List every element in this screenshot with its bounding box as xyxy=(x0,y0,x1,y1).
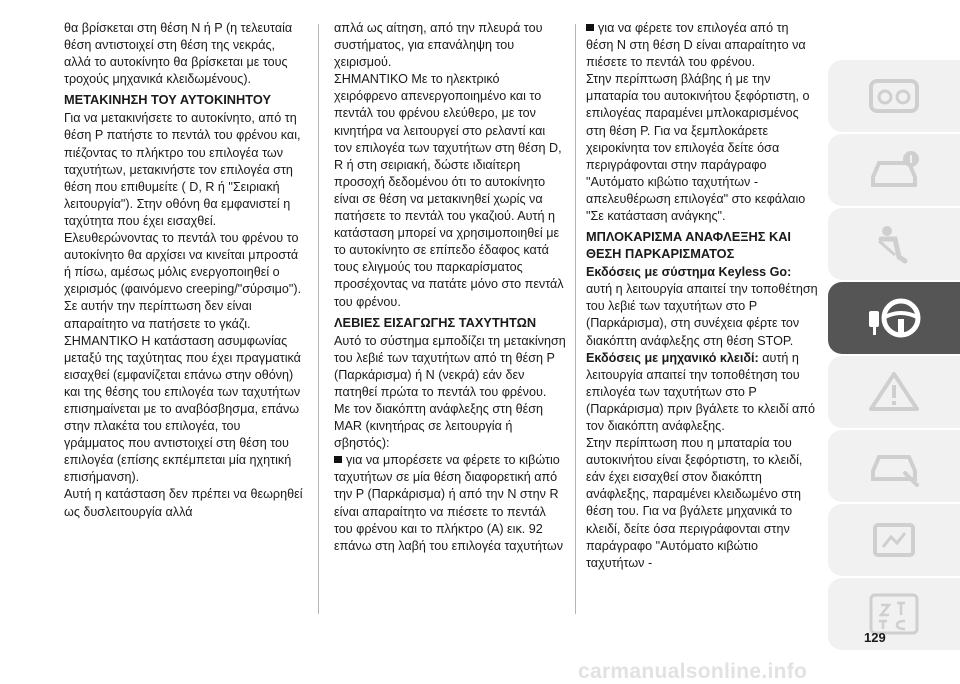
paragraph: θα βρίσκεται στη θέση N ή P (η τελευταία θέση αντιστοιχεί στη θέση της νεκράς, αλλά το αυτοκίνητο θα βρίσκεται με τους τροχούς μηχανικά κλειδωμένους). xyxy=(64,21,293,87)
page-number: 129 xyxy=(864,630,886,645)
column-divider xyxy=(575,24,576,614)
paragraph: ΣΗΜΑΝΤΙΚΟ Η κατάσταση ασυμφωνίας μεταξύ της ταχύτητας που έχει πραγματικά εισαχθεί (εμφανίζεται επάνω στην οθόνη) και της θέσης του επιλογέα των ταχυτήτων επισημαίνεται με το αναβόσβησμα, επάνω στην πλακέτα του επιλογέα, του γράμματος που αντιστοιχεί στη θέση του επιλογέα (επίσης εκπέμπεται μία ηχητική επισήμανση). xyxy=(64,333,301,485)
paragraph: Αυτή η κατάσταση δεν πρέπει να θεωρηθεί ως δυσλειτουργία αλλά xyxy=(64,487,303,519)
airbag-seat-icon xyxy=(865,221,923,267)
bullet-item: για να φέρετε τον επιλογέα από τη θέση N στη θέση D είναι απαραίτητο να πιέσετε το πεντάλ του φρένου. xyxy=(586,21,806,70)
car-service-icon xyxy=(865,443,923,489)
text-column-3 xyxy=(586,20,818,572)
technical-data-icon xyxy=(865,517,923,563)
paragraph: απλά ως αίτηση, από την πλευρά του συστήματος, για επανάληψη του χειρισμού. xyxy=(334,21,543,70)
tab-technical-data[interactable] xyxy=(828,504,960,576)
tab-car-info[interactable] xyxy=(828,134,960,206)
paragraph: Αυτό το σύστημα εμποδίζει τη μετακίνηση του λεβιέ των ταχυτήτων από τη θέση P (Παρκάρισμα) ή N (νεκρά) εάν δεν πατηθεί πρώτα το πεντάλ του φρένου. xyxy=(334,333,566,399)
paragraph: Σε αυτήν την περίπτωση δεν είναι απαραίτητο να πατήσετε το γκάζι. xyxy=(64,299,252,331)
text-column-2 xyxy=(334,20,566,555)
bullet-marker-icon xyxy=(334,456,342,463)
section-heading: ΛΕΒΙΕΣ ΕΙΣΑΓΩΓΗΣ ΤΑΧΥΤΗΤΩΝ xyxy=(334,314,537,330)
section-heading: ΜΠΛΟΚΑΡΙΣΜΑ ΑΝΑΦΛΕΞΗΣ ΚΑΙ ΘΕΣΗ ΠΑΡΚΑΡΙΣΜΑΤΟΣ xyxy=(586,229,791,262)
text-column-1 xyxy=(64,20,304,521)
bullet-marker-icon xyxy=(586,24,594,31)
tab-starting-driving[interactable] xyxy=(828,282,960,354)
tab-dashboard[interactable] xyxy=(828,60,960,132)
steering-key-icon xyxy=(865,295,923,341)
paragraph: ΣΗΜΑΝΤΙΚΟ Με το ηλεκτρικό χειρόφρενο απενεργοποιημένο και το πεντάλ του φρένου ελεύθερο, με τον κινητήρα να λειτουργεί στο ρελαντί και τον επιλογέα των ταχυτήτων στη θέση D, R ή στη σειριακή, δώστε ιδιαίτερη προσοχή δεδομένου ότι το αυτοκίνητο είναι σε θέση να μετακινηθεί χωρίς να πατήσετε το πεντάλ του γκαζιού. Αυτή η κατάσταση μπορεί να χρησιμοποιηθεί με το αυτοκίνητο σε επίπεδο έδαφος κατά τους ελιγμούς του παρκαρίσματος προσέχοντας να πατάτε μόνο στο πεντάλ του φρένου. xyxy=(334,72,564,309)
tab-index[interactable] xyxy=(828,578,960,650)
paragraph: Στην περίπτωση βλάβης ή με την μπαταρία του αυτοκινήτου ξεφόρτιστη, ο επιλογέας παραμένει μπλοκαρισμένος στη θέση P. Για να ξεμπλοκάρετε χειροκίνητα τον επιλογέα δείτε όσα περιγράφονται στην παράγραφο "Αυτόματο κιβώτιο ταχυτήτων - απελευθέρωση επιλογέα" στο κεφάλαιο "Σε κατάσταση ανάγκης". xyxy=(586,72,810,224)
paragraph: Εκδόσεις με μηχανικό κλειδί: αυτή η λειτουργία απαιτεί την τοποθέτηση του επιλογέα των ταχυτήτων στο P (Παρκάρισμα) πριν βγάλετε το κλειδί από τον διακόπτη ανάφλεξης. xyxy=(586,350,815,433)
car-info-icon xyxy=(865,147,923,193)
paragraph: Στην περίπτωση που η μπαταρία του αυτοκινήτου είναι ξεφόρτιστη, το κλειδί, εάν έχει εισαχθεί στον διακόπτη ανάφλεξης, παραμένει κλειδωμένο στη θέση του. Για να βγάλετε μηχανικά το κλειδί, δείτε όσα περιγράφονται στην παράγραφο "Αυτόματο κιβώτιο ταχυτήτων - xyxy=(586,436,803,570)
paragraph: Εκδόσεις με σύστημα Keyless Go: αυτή η λειτουργία απαιτεί την τοποθέτηση του λεβιέ των ταχυτήτων στο P (Παρκάρισμα), στη συνέχεια φέρτε τον διακόπτη ανάφλεξης στη θέση STOP. xyxy=(586,265,818,348)
tab-emergency[interactable] xyxy=(828,430,960,502)
paragraph: Με τον διακόπτη ανάφλεξης στη θέση MAR (κινητήρας σε λειτουργία ή σβηστός): xyxy=(334,401,543,451)
tab-warning-lights[interactable] xyxy=(828,356,960,428)
bullet-item: για να μπορέσετε να φέρετε το κιβώτιο ταχυτήτων σε μία θέση διαφορετική από την P (Παρκάρισμα) ή από την N στην R είναι απαραίτητο να πιέσετε το πεντάλ του φρένου και το πλήκτρο (A) εικ. 92 επάνω στη λαβή του επιλογέα ταχυτήτων xyxy=(334,453,563,553)
column-divider xyxy=(318,24,319,614)
tab-safety[interactable] xyxy=(828,208,960,280)
paragraph: Ελευθερώνοντας το πεντάλ του φρένου το αυτοκίνητο θα αρχίσει να κινείται μπροστά ή πίσω, αμέσως μόλις ενεργοποιηθεί ο χειρισμός (φαινόμενο creeping/"σύρσιμο"). xyxy=(64,231,302,297)
paragraph: Για να μετακινήσετε το αυτοκίνητο, από τη θέση P πατήστε το πεντάλ του φρένου και, πιέζοντας το πλήκτρο του επιλογέα των ταχυτήτων, μετακινήστε τον επιλογέα στη θέση που επιθυμείτε ( D, R ή "Σειριακή λειτουργία"). Στην οθόνη θα εμφανιστεί η ταχύτητα που έχει εισαχθεί. xyxy=(64,111,301,228)
watermark: carmanualsonline.info xyxy=(578,660,808,683)
warning-triangle-icon xyxy=(865,369,923,415)
section-heading: ΜΕΤΑΚΙΝΗΣΗ ΤΟΥ ΑΥΤΟΚΙΝΗΤΟΥ xyxy=(64,92,272,108)
car-dashboard-icon xyxy=(865,73,923,119)
